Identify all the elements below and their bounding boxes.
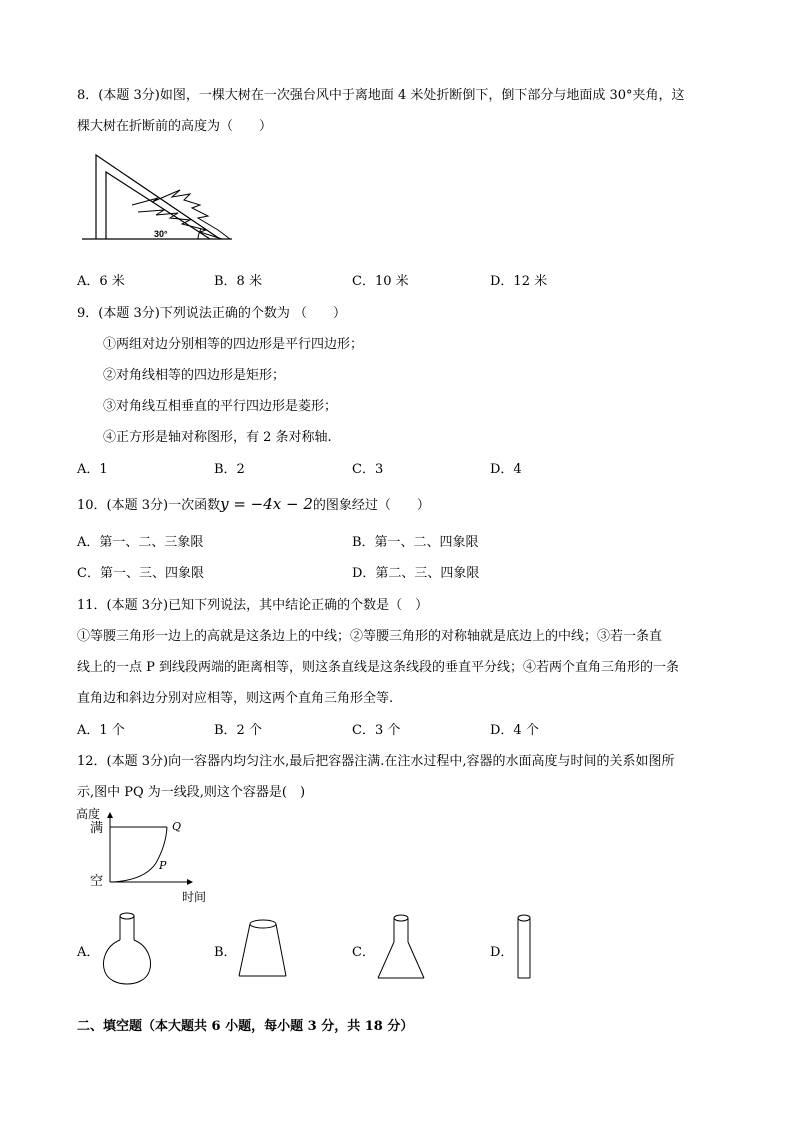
q8-stem-line1: 8．(本题 3分)如图，一棵大树在一次强台风中于离地面 4 米处折断倒下，倒下部分与地面成 30°夹角，这 — [77, 88, 685, 103]
q9-stem: 9．(本题 3分)下列说法正确的个数为 （ ） — [77, 306, 346, 321]
q10-option-d: D．第二、三、四象限 — [352, 566, 480, 581]
q8-option-b: B．8 米 — [214, 274, 262, 289]
q10-stem-before: 10．(本题 3分)一次函数 — [77, 498, 221, 513]
q12-graph-q-label: Q — [172, 820, 182, 833]
q12-frustum-container — [236, 918, 290, 980]
q11-stem: 11．(本题 3分)已知下列说法，其中结论正确的个数是（ ） — [77, 598, 429, 613]
q11-option-d: D．4 个 — [490, 723, 539, 738]
q8-option-a: A．6 米 — [77, 274, 125, 289]
q12-height-time-graph — [72, 805, 222, 910]
q11-body-line3: 直角边和斜边分别对应相等，则这两个直角三角形全等. — [77, 691, 394, 706]
q12-stem-line1: 12．(本题 3分)向一容器内均匀注水,最后把容器注满.在注水过程中,容器的水面高度与时间的关系如图所 — [77, 754, 675, 769]
q12-stem-line2: 示,图中 PQ 为一线段,则这个容器是( ) — [77, 785, 306, 800]
q9-option-c: C．3 — [352, 462, 384, 477]
q8-stem-line2: 棵大树在折断前的高度为（ ） — [77, 119, 273, 134]
q12-cylinder-container — [512, 912, 536, 984]
q9-statement-4: ④正方形是轴对称图形，有 2 条对称轴. — [103, 430, 332, 445]
q9-statement-2: ②对角线相等的四边形是矩形； — [103, 368, 286, 383]
q8-tree-figure — [80, 150, 240, 245]
q9-option-d: D．4 — [490, 462, 522, 477]
q12-option-a: A． — [77, 945, 100, 960]
q11-body-line2: 线上的一点 P 到线段两端的距离相等，则这条直线是这条线段的垂直平分线；④若两个直角三角形的一条 — [77, 660, 680, 675]
q12-graph-empty-label: 空 — [90, 874, 104, 889]
q10-option-c: C．第一、三、四象限 — [77, 566, 204, 581]
q12-graph-p-label: P — [159, 859, 167, 872]
q9-option-a: A．1 — [77, 462, 108, 477]
q12-graph-y-label: 高度 — [76, 807, 101, 821]
q10-formula: y = −4x − 2 — [220, 495, 313, 513]
q12-flask-round-container — [99, 910, 155, 990]
q10-stem — [77, 494, 430, 513]
q12-option-d: D． — [490, 945, 514, 960]
q9-option-b: B．2 — [214, 462, 245, 477]
q12-option-c: C． — [352, 945, 375, 960]
q11-body-line1: ①等腰三角形一边上的高就是这条边上的中线；②等腰三角形的对称轴就是底边上的中线；③若一条直 — [77, 629, 663, 644]
q8-option-d: D．12 米 — [490, 274, 548, 289]
q11-option-c: C．3 个 — [352, 723, 401, 738]
q10-option-b: B．第一、二、四象限 — [352, 535, 479, 550]
q9-statement-3: ③对角线互相垂直的平行四边形是菱形； — [103, 399, 338, 414]
q12-option-b: B． — [214, 945, 237, 960]
q11-option-a: A．1 个 — [77, 723, 125, 738]
q9-statement-1: ①两组对边分别相等的四边形是平行四边形； — [103, 337, 364, 352]
q10-stem-after: 的图象经过（ ） — [312, 498, 430, 513]
q11-option-b: B．2 个 — [214, 723, 262, 738]
q10-option-a: A．第一、二、三象限 — [77, 535, 204, 550]
q12-graph-x-label: 时间 — [182, 890, 207, 904]
q8-option-c: C．10 米 — [352, 274, 409, 289]
section2-title: 二、填空题（本大题共 6 小题，每小题 3 分，共 18 分） — [77, 1019, 414, 1034]
q8-angle-label: 30° — [154, 229, 168, 239]
q12-conical-flask-container — [374, 912, 430, 982]
q12-graph-full-label: 满 — [90, 821, 104, 836]
